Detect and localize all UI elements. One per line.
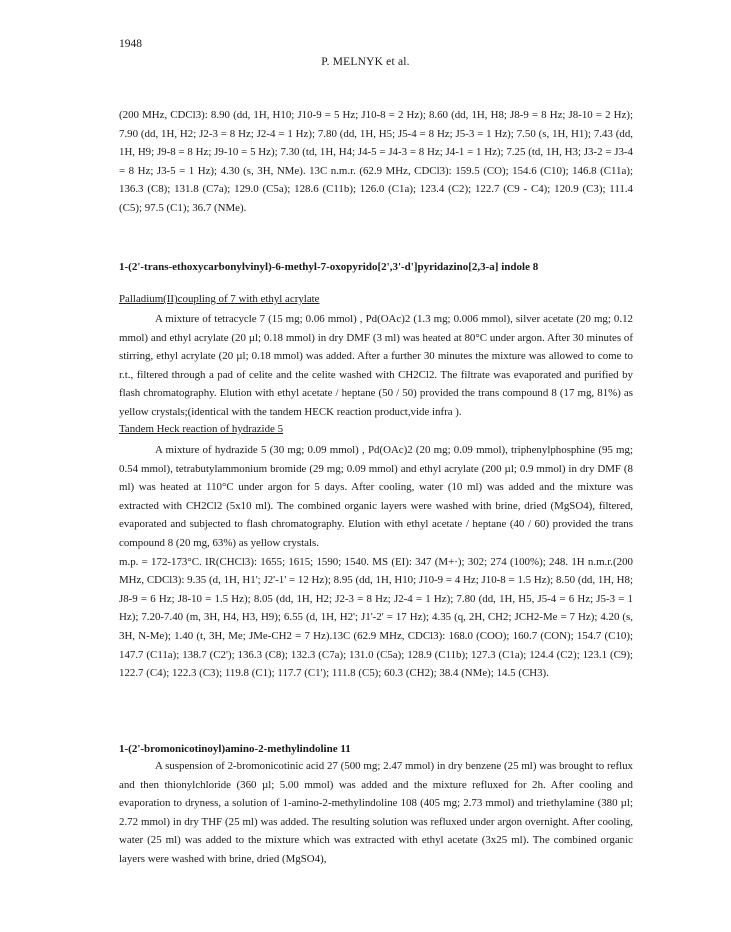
paragraph-palladium-coupling: A mixture of tetracycle 7 (15 mg; 0.06 mmol) , Pd(OAc)2 (1.3 mg; 0.006 mmol), silver acetate (20 mg; 0.12 mmol) and ethyl acrylate (20 µl; 0.18 mmol) in dry DMF (3 ml) was heated at 80°C under argon. After 30 minutes of stirring, ethyl acrylate (20 µl; 0.18 mmol) was added. After a further 30 minutes the mixture was allowed to come to r.t., filtered through a pad of celite and the celite washed with CH2Cl2. The filtrate was evaporated and purified by flash chromatography. Elution with ethyl acetate / heptane (50 / 50) provided the trans compound 8 (17 mg, 81%) as yellow crystals;(identical with the tandem HECK reaction product,vide infra ). bbox=[119, 313, 633, 418]
page-number: 1948 bbox=[119, 38, 142, 50]
nmr-continuation-text: (200 MHz, CDCl3): 8.90 (dd, 1H, H10; J10-9 = 5 Hz; J10-8 = 2 Hz); 8.60 (dd, 1H, H8; J8-9 = 8 Hz; J8-10 = 2 Hz); 7.90 (dd, 1H, H2; J2-3 = 8 Hz; J2-4 = 1 Hz); 7.80 (dd, 1H, H5; J5-4 = 8 Hz; J5-3 = 1 Hz); 7.50 (s, 1H, H1); 7.43 (dd, 1H, H9; J9-8 = 8 Hz; J9-10 = 5 Hz); 7.30 (td, 1H, H4; J4-5 = J4-3 = 8 Hz; J4-1 = 1 Hz); 7.25 (td, 1H, H3; J3-2 = J3-4 = 8 Hz; J3-5 = 1 Hz); 4.30 (s, 3H, NMe). 13C n.m.r. (62.9 MHz, CDCl3): 159.5 (CO); 154.6 (C10); 146.8 (C11a); 136.3 (C8); 131.8 (C7a); 129.0 (C5a); 128.6 (C11b); 126.0 (C1a); 123.4 (C2); 122.7 (C9 - C4); 120.9 (C3); 111.4 (C5); 97.5 (C1); 36.7 (NMe). bbox=[119, 109, 633, 214]
nmr-continuation-block bbox=[119, 106, 633, 218]
procedure-palladium-coupling bbox=[119, 310, 633, 422]
section-heading-compound-8: 1-(2'-trans-ethoxycarbonylvinyl)-6-methyl-7-oxopyrido[2',3'-d']pyridazino[2,3-a] indole 8 bbox=[119, 261, 539, 273]
procedure-tandem-heck bbox=[119, 441, 633, 683]
procedure-compound-11 bbox=[119, 757, 633, 869]
running-title: P. MELNYK et al. bbox=[321, 56, 410, 68]
paragraph-compound-11: A suspension of 2-bromonicotinic acid 27 (500 mg; 2.47 mmol) in dry benzene (25 ml) was brought to reflux and then thionylchloride (360 µl; 5.00 mmol) was added and the mixture refluxed for 2h. After cooling and evaporation to dryness, a solution of 1-amino-2-methylindoline 108 (405 mg; 2.73 mmol) and triethylamine (380 µl; 2.72 mmol) in dry THF (25 ml) was added. The resulting solution was refluxed under argon overnight. After cooling, water (25 ml) was added to the mixture which was extracted with ethyl acetate (3x25 ml). The combined organic layers were washed with brine, dried (MgSO4), bbox=[119, 760, 633, 865]
section-heading-compound-11: 1-(2'-bromonicotinoyl)amino-2-methylindoline 11 bbox=[119, 743, 351, 755]
subheading-palladium-coupling: Palladium(II)coupling of 7 with ethyl acrylate bbox=[119, 293, 320, 305]
subheading-tandem-heck: Tandem Heck reaction of hydrazide 5 bbox=[119, 423, 284, 435]
paragraph-characterization: m.p. = 172-173°C. IR(CHCl3): 1655; 1615; 1590; 1540. MS (EI): 347 (M+·); 302; 274 (100%); 248. 1H n.m.r.(200 MHz, CDCl3): 9.35 (d, 1H, H1'; J2'-1' = 12 Hz); 8.95 (dd, 1H, H10; J10-9 = 4 Hz; J10-8 = 1.5 Hz); 8.50 (dd, 1H, H8; J8-9 = 6 Hz; J8-10 = 1.5 Hz); 8.05 (dd, 1H, H2; J2-3 = 8 Hz; J2-4 = 1 Hz); 7.80 (dd, 1H, H5, J5-4 = 6 Hz; J5-3 = 1 Hz); 7.20-7.40 (m, 3H, H4, H3, H9); 6.55 (d, 1H, H2'; J1'-2' = 17 Hz); 4.35 (q, 2H, CH2; JCH2-Me = 7 Hz); 4.20 (s, 3H, N-Me); 1.40 (t, 3H, Me; JMe-CH2 = 7 Hz).13C (62.9 MHz, CDCl3): 168.0 (COO); 160.7 (CON); 154.7 (C10); 147.7 (C11a); 138.7 (C2'); 136.3 (C8); 132.3 (C7a); 131.0 (C5a); 128.9 (C11b); 127.3 (C1a); 124.4 (C2); 123.1 (C9); 122.7 (C4); 122.3 (C3); 119.8 (C1); 117.7 (C1'); 111.8 (C5); 60.3 (CH2); 38.4 (NMe); 14.5 (CH3). bbox=[119, 555, 633, 680]
paragraph-tandem-heck: A mixture of hydrazide 5 (30 mg; 0.09 mmol) , Pd(OAc)2 (20 mg; 0.09 mmol), triphenylphosphine (95 mg; 0.54 mmol), tetrabutylammonium bromide (29 mg; 0.09 mmol) and ethyl acrylate (200 µl; 0.9 mmol) in dry DMF (8 ml) was heated at 110°C under argon for 5 days. After cooling, water (10 ml) was added and the mixture was extracted with CH2Cl2 (5x10 ml). The combined organic layers were washed with brine, dried (MgSO4), filtered, evaporated and subjected to flash chromatography. Elution with ethyl acetate / heptane (40 / 60) provided the trans compound 8 (20 mg, 63%) as yellow crystals. bbox=[119, 444, 633, 549]
